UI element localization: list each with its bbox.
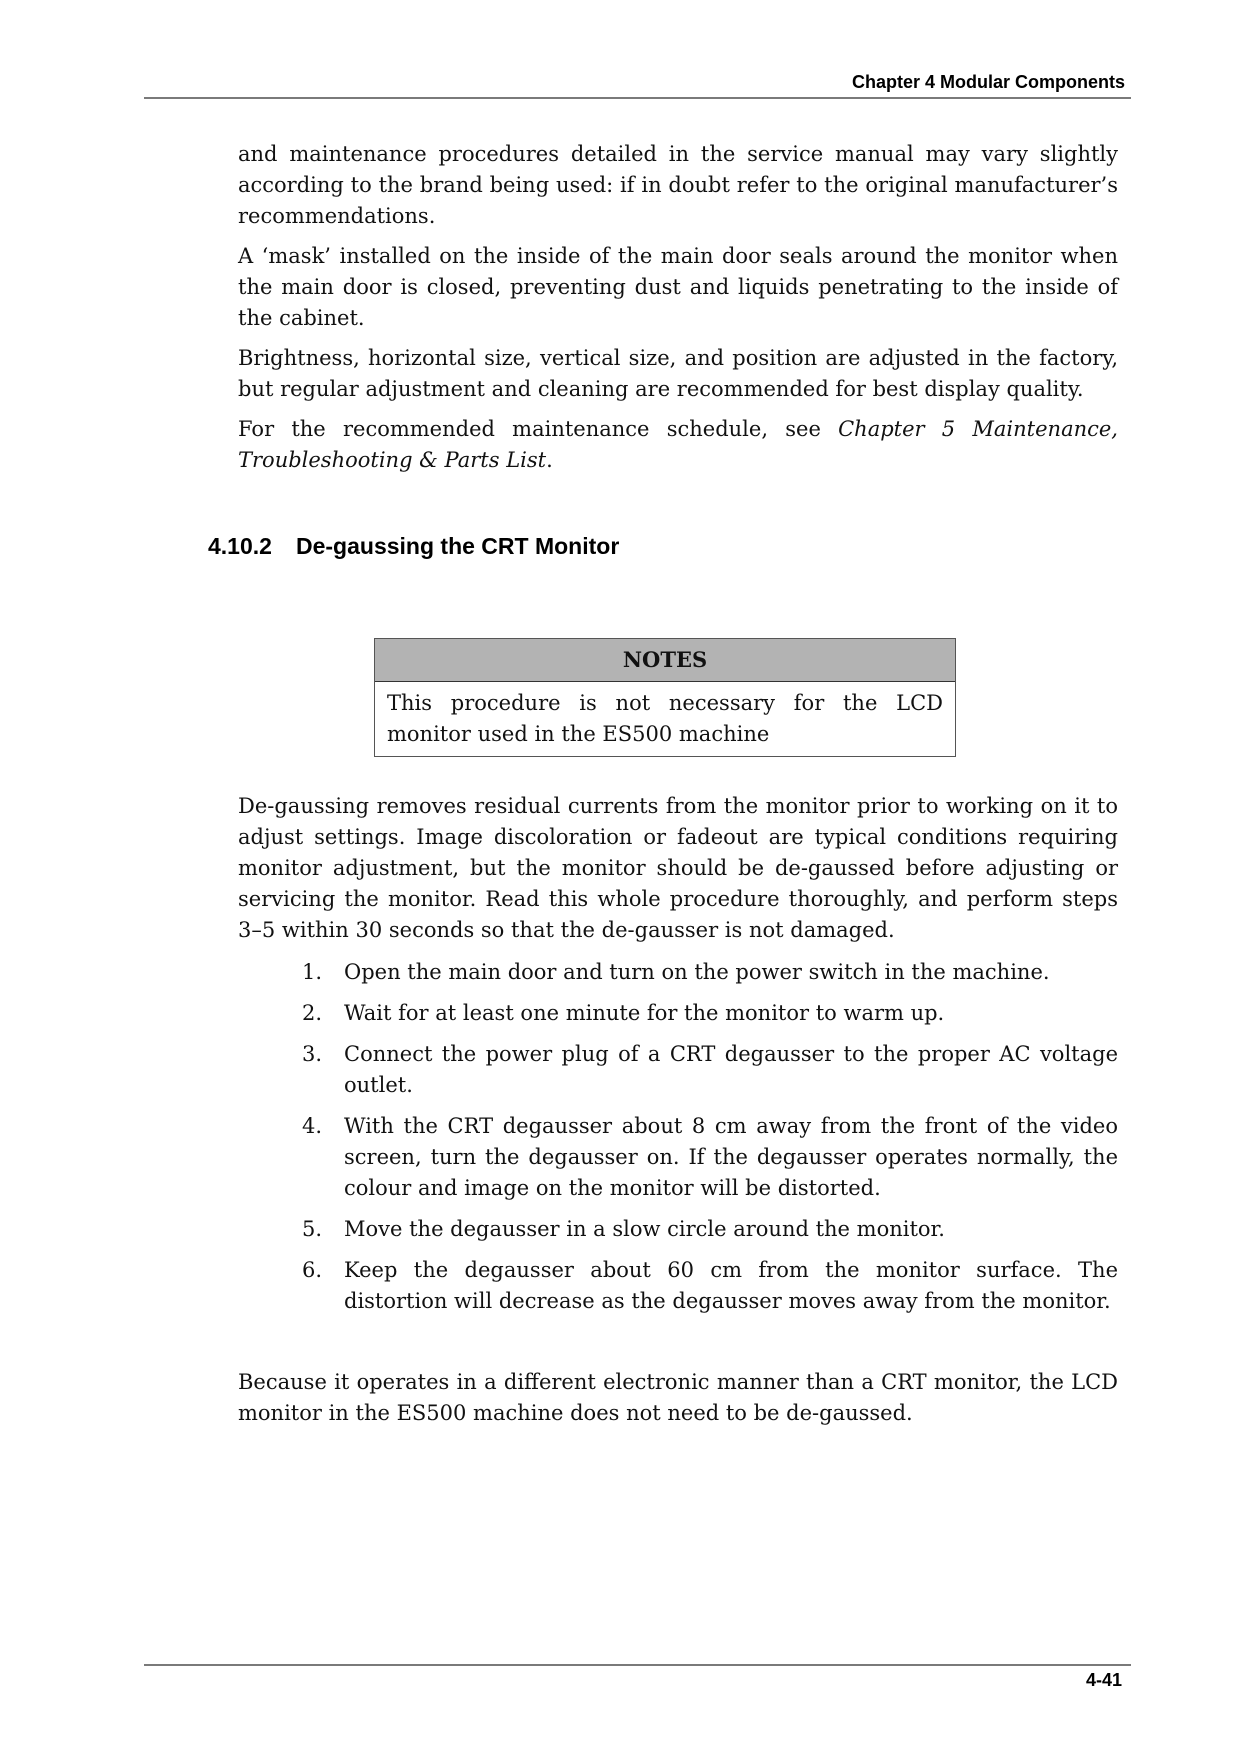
intro-section: [238, 139, 1118, 485]
schedule-suffix: .: [546, 448, 553, 472]
footer-rule: [144, 1664, 1131, 1666]
notes-heading: NOTES: [375, 639, 955, 682]
closing-section: [238, 1367, 1118, 1438]
chapter-reference: Chapter 5 Maintenance, Troubleshooting & Parts List: [238, 417, 1118, 472]
section-number: 4.10.2: [208, 533, 272, 559]
list-item: [238, 1039, 1118, 1101]
paragraph: Because it operates in a different electronic manner than a CRT monitor, the LCD monitor in the ES500 machine does not need to be de-gaussed.: [238, 1370, 1118, 1425]
step-number: 3.: [301, 1042, 322, 1066]
paragraph: and maintenance procedures detailed in the service manual may vary slightly according to the brand being used: if in doubt refer to the original manufacturer’s recommendations.: [238, 142, 1118, 228]
step-text: Wait for at least one minute for the monitor to warm up.: [344, 1001, 945, 1025]
list-item: [238, 1214, 1118, 1245]
section-title: De-gaussing the CRT Monitor: [296, 533, 620, 559]
paragraph: De-gaussing removes residual currents from the monitor prior to working on it to adjust settings. Image discoloration or fadeout are typical conditions requiring monitor adjustment, but the monitor should be de-gaussed before adjusting or servicing the monitor. Read this whole procedure thoroughly, and perform steps 3–5 within 30 seconds so that the de-gausser is not damaged.: [238, 794, 1118, 942]
running-header: Chapter 4 Modular Components: [851, 72, 1125, 92]
list-item: [238, 1111, 1118, 1204]
list-item: [238, 998, 1118, 1029]
step-number: 4.: [301, 1114, 322, 1138]
step-number: 5.: [301, 1217, 322, 1241]
header-rule: [144, 97, 1131, 99]
degauss-intro: [238, 791, 1118, 955]
paragraph: Brightness, horizontal size, vertical size, and position are adjusted in the factory, but regular adjustment and cleaning are recommended for best display quality.: [238, 346, 1118, 401]
section-heading: [208, 533, 619, 560]
step-text: Connect the power plug of a CRT degausser to the proper AC voltage outlet.: [344, 1042, 1118, 1097]
paragraph: A ‘mask’ installed on the inside of the main door seals around the monitor when the main door is closed, preventing dust and liquids penetrating to the inside of the cabinet.: [238, 244, 1118, 330]
list-item: [238, 957, 1118, 988]
list-item: [238, 1255, 1118, 1317]
step-number: 2.: [301, 1001, 322, 1025]
schedule-paragraph: [238, 414, 1118, 476]
step-text: With the CRT degausser about 8 cm away from the front of the video screen, turn the degausser on. If the degausser operates normally, the colour and image on the monitor will be distorted.: [344, 1114, 1118, 1200]
notes-text: This procedure is not necessary for the LCD monitor used in the ES500 machine: [387, 691, 943, 746]
step-text: Keep the degausser about 60 cm from the monitor surface. The distortion will decrease as the degausser moves away from the monitor.: [344, 1258, 1118, 1313]
page-number: 4-41: [1085, 1670, 1122, 1690]
step-number: 6.: [301, 1258, 322, 1282]
step-number: 1.: [301, 960, 322, 984]
notes-box: [374, 638, 956, 757]
step-text: Move the degausser in a slow circle around the monitor.: [344, 1217, 945, 1241]
step-text: Open the main door and turn on the power switch in the machine.: [344, 960, 1050, 984]
procedure-steps: [238, 957, 1118, 1327]
schedule-prefix: For the recommended maintenance schedule, see: [238, 417, 839, 441]
